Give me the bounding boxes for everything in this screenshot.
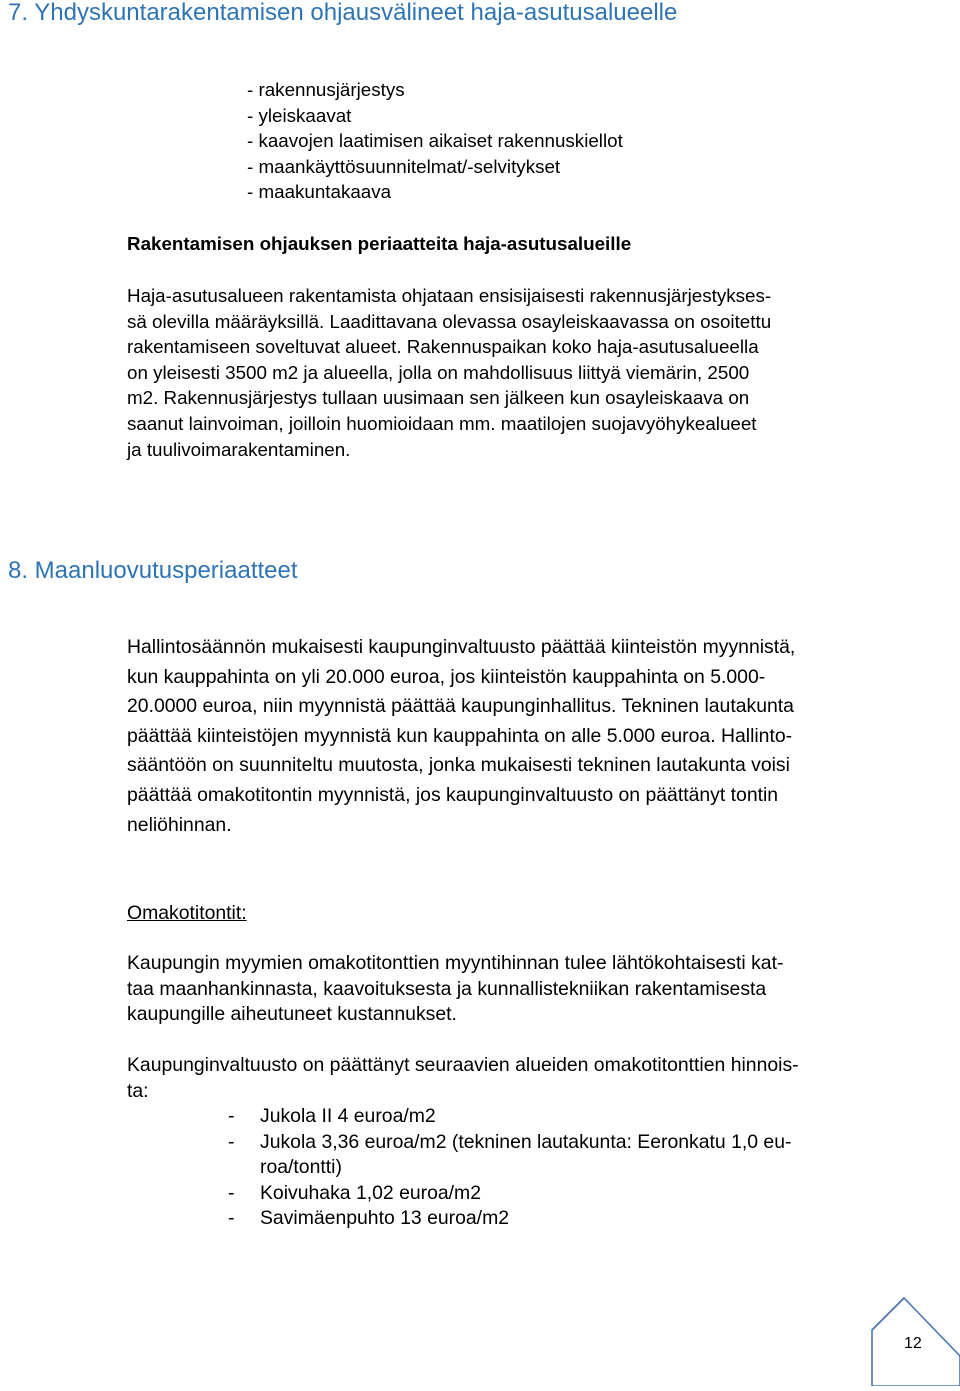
list-item-text: Jukola II 4 euroa/m2: [260, 1105, 436, 1127]
section-7-subheading: Rakentamisen ohjauksen periaatteita haja-asutusalueille: [127, 233, 632, 254]
paragraph-line: taa maanhankinnasta, kaavoituksesta ja kunnallistekniikan rakentamisesta: [127, 977, 767, 1000]
paragraph-line: Kaupungin myymien omakotitonttien myyntihinnan tulee lähtökohtaisesti kat-: [127, 952, 784, 974]
paragraph-line: m2. Rakennusjärjestys tullaan uusimaan sen jälkeen kun osayleiskaava on: [127, 387, 750, 409]
omakoti-paragraph: [127, 951, 783, 1028]
section-8-heading: 8. Maanluovutusperiaatteet: [8, 557, 298, 584]
paragraph-line: Hallintosäännön mukaisesti kaupunginvaltuusto päättää kiinteistön myynnistä,: [127, 636, 796, 658]
paragraph-line: päättää kiinteistöjen myynnistä kun kauppahinta on alle 5.000 euroa. Hallinto-: [127, 724, 793, 747]
paragraph-line: Haja-asutusalueen rakentamista ohjataan ensisijaisesti rakennusjärjestykses-: [127, 285, 772, 306]
list-item: [228, 1130, 888, 1182]
paragraph-line: neliöhinnan.: [127, 813, 232, 836]
section-7-heading: 7. Yhdyskuntarakentamisen ohjausvälineet haja-asutusalueelle: [8, 0, 678, 26]
page-number-corner: [864, 1290, 960, 1386]
paragraph-line: 20.0000 euroa, niin myynnistä päättää kaupunginhallitus. Tekninen lautakunta: [127, 695, 794, 718]
paragraph-line: päättää omakotitontin myynnistä, jos kaupunginvaltuusto on päättänyt tontin: [127, 783, 779, 806]
page-number: 12: [904, 1335, 922, 1352]
list-item: - kaavojen laatimisen aikaiset rakennuskiellot: [247, 130, 623, 152]
list-item-text: roa/tontti): [260, 1156, 342, 1179]
section-7-paragraph: [127, 283, 771, 462]
list-item-text: Jukola 3,36 euroa/m2 (tekninen lautakunta: Eeronkatu 1,0 eu-: [260, 1130, 792, 1153]
omakoti-heading: Omakotitontit:: [127, 902, 247, 924]
paragraph-line: saanut lainvoiman, joilloin huomioidaan mm. maatilojen suojavyöhykealueet: [127, 412, 757, 434]
list-item: - rakennusjärjestys: [247, 79, 405, 100]
list-item: - yleiskaavat: [247, 104, 352, 126]
paragraph-line: ta:: [127, 1079, 149, 1102]
paragraph-line: Kaupunginvaltuusto on päättänyt seuraavien alueiden omakotitonttien hinnois-: [127, 1054, 799, 1076]
list-item: - maankäyttösuunnitelmat/-selvitykset: [247, 155, 561, 177]
prices-intro: [127, 1053, 799, 1104]
paragraph-line: ja tuulivoimarakentaminen.: [127, 438, 351, 460]
paragraph-line: kaupungille aiheutuneet kustannukset.: [127, 1003, 457, 1026]
instrument-list: [247, 77, 623, 205]
dash-bullet: -: [228, 1130, 235, 1153]
paragraph-line: sä olevilla määräyksillä. Laadittavana olevassa osayleiskaavassa on osoitettu: [127, 310, 772, 332]
paragraph-line: sääntöön on suunniteltu muutosta, jonka mukaisesti tekninen lautakunta voisi: [127, 754, 790, 777]
list-item: [228, 1181, 888, 1207]
paragraph-line: kun kauppahinta on yli 20.000 euroa, jos kiinteistön kauppahinta on 5.000-: [127, 665, 766, 688]
list-item-text: Savimäenpuhto 13 euroa/m2: [260, 1207, 510, 1230]
dash-bullet: -: [228, 1181, 235, 1204]
paragraph-line: rakentamiseen soveltuvat alueet. Rakennuspaikan koko haja-asutusalueella: [127, 336, 759, 358]
list-item-text: Koivuhaka 1,02 euroa/m2: [260, 1181, 481, 1204]
list-item: [228, 1206, 888, 1232]
dash-bullet: -: [228, 1105, 235, 1127]
dash-bullet: -: [228, 1207, 235, 1230]
list-item: [228, 1104, 888, 1130]
list-item: - maakuntakaava: [247, 181, 392, 203]
section-8-paragraph: [127, 633, 795, 840]
paragraph-line: on yleisesti 3500 m2 ja alueella, jolla on mahdollisuus liittyä viemärin, 2500: [127, 361, 750, 383]
price-list: [228, 1104, 888, 1236]
